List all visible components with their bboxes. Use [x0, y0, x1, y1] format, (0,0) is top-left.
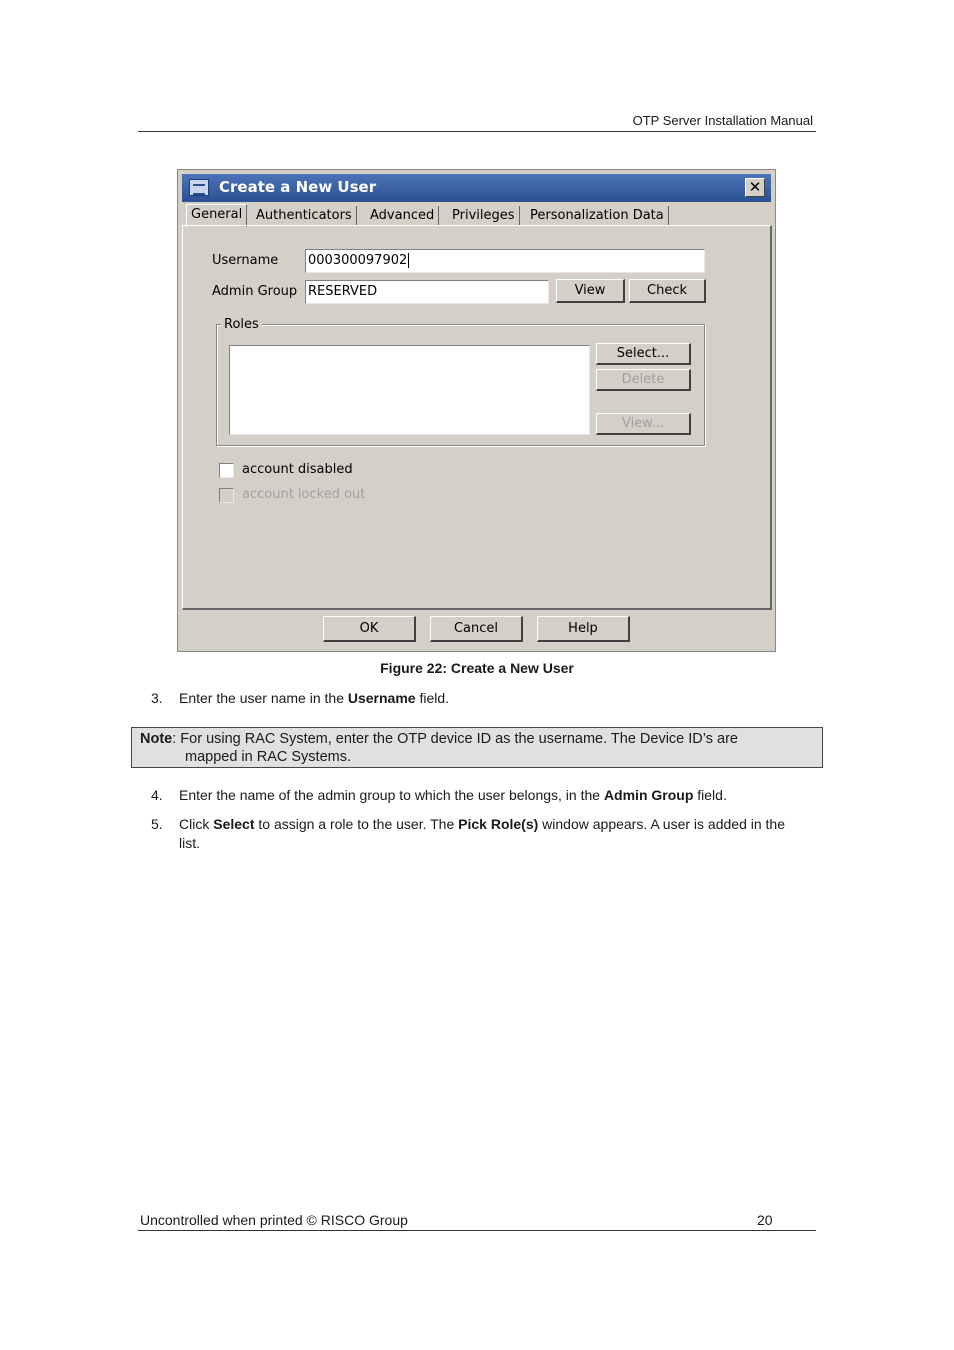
check-button[interactable]: Check: [629, 279, 706, 303]
step-3: [151, 689, 811, 709]
footer-text: Uncontrolled when printed © RISCO Group: [140, 1212, 408, 1228]
account-locked-label: account locked out: [242, 487, 366, 502]
roles-list[interactable]: [229, 345, 590, 435]
help-button[interactable]: Help: [537, 616, 630, 642]
figure-caption: Figure 22: Create a New User: [380, 660, 574, 676]
note-line-1: : For using RAC System, enter the OTP device ID as the username. The Device ID’s are: [172, 731, 738, 747]
select-button[interactable]: Select...: [596, 343, 691, 365]
close-icon[interactable]: ✕: [745, 178, 765, 197]
running-header: OTP Server Installation Manual: [632, 113, 813, 128]
note-box: [131, 727, 823, 768]
username-input[interactable]: [305, 249, 705, 273]
account-locked-checkbox[interactable]: [219, 488, 234, 503]
tab-personalization-data[interactable]: Personalization Data: [526, 206, 669, 225]
dialog-titlebar[interactable]: [182, 174, 771, 202]
ok-button[interactable]: OK: [323, 616, 416, 642]
tab-authenticators[interactable]: Authenticators: [252, 206, 357, 225]
cancel-button[interactable]: Cancel: [430, 616, 523, 642]
tab-advanced[interactable]: Advanced: [366, 206, 439, 225]
username-label: Username: [212, 253, 279, 268]
admin-group-label: Admin Group: [212, 284, 298, 299]
delete-button[interactable]: Delete: [596, 369, 691, 391]
note-line-2: mapped in RAC Systems.: [185, 749, 352, 765]
roles-view-button[interactable]: View...: [596, 413, 691, 435]
header-rule: [138, 131, 816, 132]
admin-group-input[interactable]: RESERVED: [305, 280, 549, 304]
step-number: 4.: [151, 787, 163, 803]
step-text: Enter the user name in the Username field.: [179, 690, 450, 706]
create-user-dialog: [177, 169, 776, 652]
tab-general[interactable]: General: [186, 204, 247, 227]
step-number: 3.: [151, 690, 163, 706]
step-5: [151, 815, 811, 855]
step-4: [151, 786, 811, 806]
tab-privileges[interactable]: Privileges: [448, 206, 520, 225]
window-icon: [189, 179, 209, 196]
account-disabled-label: account disabled: [242, 462, 353, 477]
roles-label: Roles: [221, 317, 262, 332]
step-text: Click Select to assign a role to the user. The Pick Role(s) window appears. A user is added in the list.: [179, 816, 785, 851]
page-number: 20: [757, 1212, 773, 1228]
step-number: 5.: [151, 816, 163, 832]
username-value: 000300097902: [308, 253, 408, 268]
view-button[interactable]: View: [556, 279, 625, 303]
footer-rule: [138, 1230, 816, 1231]
note-label: Note: [140, 731, 173, 747]
account-disabled-checkbox[interactable]: [219, 463, 234, 478]
step-text: Enter the name of the admin group to which the user belongs, in the Admin Group field.: [179, 787, 727, 803]
dialog-title: Create a New User: [219, 178, 377, 196]
